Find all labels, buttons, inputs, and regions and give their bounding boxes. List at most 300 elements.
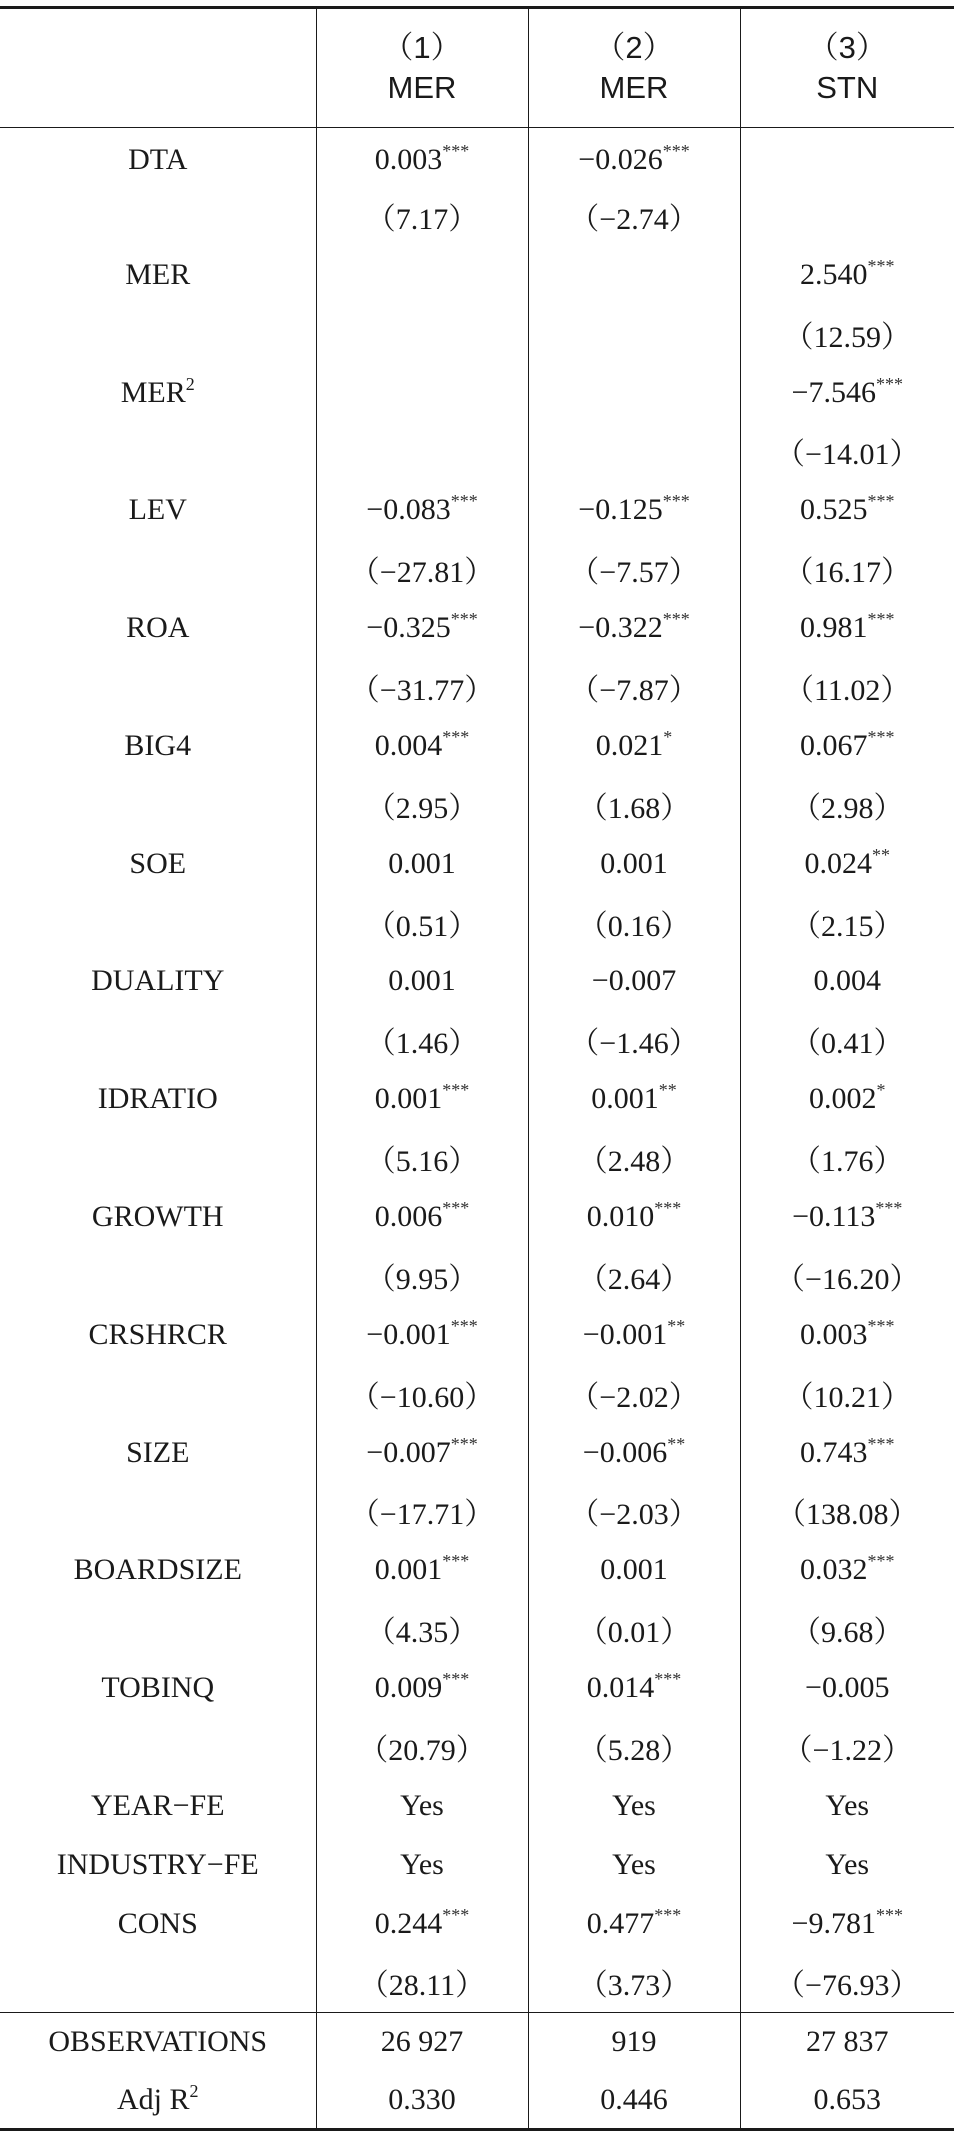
cell-value: 0.001 xyxy=(600,846,668,880)
value-cell xyxy=(528,1600,740,1659)
cell-value: （0.51） xyxy=(365,909,479,943)
value-cell xyxy=(740,658,954,717)
value-cell xyxy=(740,1541,954,1600)
value-cell xyxy=(528,658,740,717)
value-cell xyxy=(316,1541,528,1600)
value-cell xyxy=(528,1011,740,1070)
cell-value: −0.006 xyxy=(582,1435,668,1469)
value-cell xyxy=(740,599,954,658)
cell-value: 0.006 xyxy=(374,1199,443,1233)
t-stat-row xyxy=(0,893,954,952)
value-cell xyxy=(740,540,954,599)
variable-label: BOARDSIZE xyxy=(73,1553,242,1587)
value-cell xyxy=(316,1776,528,1835)
variable-label: DTA xyxy=(128,143,188,177)
t-stat-row xyxy=(0,1600,954,1659)
header-column-1 xyxy=(316,8,528,128)
significance-stars: *** xyxy=(450,1315,478,1336)
cell-value: Yes xyxy=(400,1788,444,1822)
value-cell xyxy=(316,599,528,658)
value-cell xyxy=(740,1953,954,2012)
variable-label: MER xyxy=(125,257,191,291)
header-column-2 xyxy=(528,8,740,128)
variable-label: CRSHRCR xyxy=(88,1317,227,1351)
table-row xyxy=(0,1305,954,1364)
significance-stars: ** xyxy=(667,1315,686,1336)
dependent-variable: STN xyxy=(816,70,879,105)
cell-value: 0.024 xyxy=(804,846,872,880)
variable-label-cell xyxy=(0,1894,316,1953)
value-cell xyxy=(316,716,528,775)
table-row xyxy=(0,1835,954,1894)
value-cell xyxy=(528,540,740,599)
value-cell xyxy=(316,422,528,481)
table-row xyxy=(0,363,954,422)
t-stat-row xyxy=(0,1364,954,1423)
table-row xyxy=(0,245,954,304)
significance-stars: ** xyxy=(872,844,890,865)
variable-label: INDUSTRY−FE xyxy=(56,1847,259,1881)
variable-label: YEAR−FE xyxy=(90,1788,225,1822)
value-cell xyxy=(316,1659,528,1718)
cell-value: 0.032 xyxy=(800,1553,868,1587)
value-cell xyxy=(528,1070,740,1129)
cell-value: （2.98） xyxy=(791,791,904,825)
table-row xyxy=(0,1070,954,1129)
cell-value: 0.001 xyxy=(591,1082,659,1116)
cell-value: 0.525 xyxy=(800,493,868,527)
value-cell xyxy=(316,1482,528,1541)
cell-value: （4.35） xyxy=(365,1616,479,1650)
value-cell xyxy=(528,834,740,893)
t-stat-row xyxy=(0,1482,954,1541)
cell-value: （1.46） xyxy=(365,1027,479,1061)
value-cell xyxy=(528,1246,740,1305)
value-cell xyxy=(528,952,740,1011)
value-cell xyxy=(528,2012,740,2071)
variable-label-cell xyxy=(0,422,316,481)
value-cell xyxy=(740,1423,954,1482)
cell-value: 0.001 xyxy=(600,1553,668,1587)
variable-label: ROA xyxy=(126,611,190,645)
value-cell xyxy=(528,1718,740,1777)
value-cell xyxy=(740,422,954,481)
value-cell xyxy=(528,775,740,834)
value-cell xyxy=(740,481,954,540)
variable-label-cell xyxy=(0,2012,316,2071)
variable-label-cell xyxy=(0,481,316,540)
regression-results-table xyxy=(0,6,954,2131)
table-row xyxy=(0,716,954,775)
significance-stars: ** xyxy=(658,1080,677,1101)
t-stat-row xyxy=(0,1011,954,1070)
cell-value: 27 837 xyxy=(806,2024,889,2058)
variable-label-cell xyxy=(0,834,316,893)
variable-label: LEV xyxy=(128,493,187,527)
variable-label: TOBINQ xyxy=(101,1671,215,1705)
cell-value: （7.17） xyxy=(365,202,479,236)
cell-value: 0.653 xyxy=(813,2082,881,2116)
value-cell xyxy=(316,1835,528,1894)
variable-label-cell xyxy=(0,1305,316,1364)
significance-stars: *** xyxy=(875,1904,903,1925)
table-row xyxy=(0,1188,954,1247)
cell-value: −7.546 xyxy=(791,375,876,409)
significance-stars: ** xyxy=(667,1433,686,1454)
variable-label-cell xyxy=(0,952,316,1011)
significance-stars: *** xyxy=(867,726,895,747)
value-cell xyxy=(316,658,528,717)
cell-value: （−14.01） xyxy=(775,438,920,472)
cell-value: −0.007 xyxy=(366,1435,451,1469)
value-cell xyxy=(316,1188,528,1247)
value-cell xyxy=(316,1423,528,1482)
value-cell xyxy=(316,1600,528,1659)
value-cell xyxy=(740,245,954,304)
t-stat-row xyxy=(0,658,954,717)
cell-value: Yes xyxy=(825,1788,870,1822)
cell-value: 0.009 xyxy=(374,1671,443,1705)
variable-label: CONS xyxy=(117,1906,198,1940)
t-stat-row xyxy=(0,775,954,834)
cell-value: （12.59） xyxy=(783,320,911,354)
cell-value: −0.001 xyxy=(366,1317,451,1351)
value-cell xyxy=(740,834,954,893)
cell-value: 919 xyxy=(611,2024,657,2058)
value-cell xyxy=(528,422,740,481)
value-cell xyxy=(316,540,528,599)
cell-value: −9.781 xyxy=(791,1906,876,1940)
value-cell xyxy=(740,1482,954,1541)
label-superscript: 2 xyxy=(189,2080,199,2101)
t-stat-row xyxy=(0,540,954,599)
variable-label-cell xyxy=(0,1718,316,1777)
header-variable-cell xyxy=(0,8,316,128)
value-cell xyxy=(528,1423,740,1482)
value-cell xyxy=(528,1776,740,1835)
cell-value: （−2.03） xyxy=(569,1498,699,1532)
dependent-variable: MER xyxy=(387,70,457,105)
variable-label: GROWTH xyxy=(91,1199,224,1233)
value-cell xyxy=(316,893,528,952)
value-cell xyxy=(316,1953,528,2012)
variable-label-cell xyxy=(0,599,316,658)
cell-value: （28.11） xyxy=(358,1969,486,2003)
significance-stars: *** xyxy=(867,1551,895,1572)
cell-value: （0.01） xyxy=(577,1616,691,1650)
cell-value: （5.28） xyxy=(577,1733,691,1767)
variable-label-cell xyxy=(0,1659,316,1718)
variable-label-cell xyxy=(0,304,316,363)
cell-value: （−17.71） xyxy=(349,1498,495,1532)
cell-value: （−31.77） xyxy=(349,673,495,707)
cell-value: （−27.81） xyxy=(349,556,495,590)
value-cell xyxy=(528,1129,740,1188)
value-cell xyxy=(740,1188,954,1247)
cell-value: 0.001 xyxy=(374,1553,443,1587)
t-stat-row xyxy=(0,422,954,481)
variable-label: SOE xyxy=(129,846,187,880)
value-cell xyxy=(740,1659,954,1718)
variable-label-cell xyxy=(0,775,316,834)
value-cell xyxy=(740,1129,954,1188)
value-cell xyxy=(316,2071,528,2130)
variable-label-cell xyxy=(0,540,316,599)
significance-stars: * xyxy=(663,726,673,747)
cell-value: 0.743 xyxy=(800,1435,868,1469)
cell-value: （−2.02） xyxy=(569,1380,699,1414)
cell-value: （1.76） xyxy=(791,1145,904,1179)
significance-stars: * xyxy=(876,1080,886,1101)
value-cell xyxy=(528,599,740,658)
table-body xyxy=(0,128,954,2130)
variable-label-cell xyxy=(0,716,316,775)
value-cell xyxy=(528,1482,740,1541)
value-cell xyxy=(316,952,528,1011)
variable-label-cell xyxy=(0,363,316,422)
table-row xyxy=(0,481,954,540)
cell-value: （9.95） xyxy=(365,1262,479,1296)
variable-label-cell xyxy=(0,1246,316,1305)
significance-stars: *** xyxy=(442,726,470,747)
variable-label-cell xyxy=(0,1364,316,1423)
cell-value: 26 927 xyxy=(380,2024,464,2058)
value-cell xyxy=(740,1364,954,1423)
cell-value: 0.477 xyxy=(586,1906,655,1940)
table-row xyxy=(0,1541,954,1600)
significance-stars: *** xyxy=(450,1433,478,1454)
cell-value: 0.330 xyxy=(388,2082,456,2116)
significance-stars: *** xyxy=(442,1551,470,1572)
table-row xyxy=(0,834,954,893)
value-cell xyxy=(528,893,740,952)
value-cell xyxy=(316,1364,528,1423)
cell-value: （10.21） xyxy=(783,1380,911,1414)
cell-value: 0.001 xyxy=(388,846,456,880)
variable-label: SIZE xyxy=(126,1435,190,1469)
variable-label: OBSERVATIONS xyxy=(48,2024,268,2058)
value-cell xyxy=(316,775,528,834)
value-cell xyxy=(316,834,528,893)
value-cell xyxy=(740,1600,954,1659)
cell-value: 0.003 xyxy=(800,1317,868,1351)
significance-stars: *** xyxy=(442,141,470,162)
cell-value: （−2.74） xyxy=(569,202,699,236)
cell-value: 0.981 xyxy=(800,611,868,645)
value-cell xyxy=(740,1246,954,1305)
significance-stars: *** xyxy=(662,141,690,162)
cell-value: （3.73） xyxy=(577,1969,691,2003)
cell-value: Yes xyxy=(400,1847,444,1881)
value-cell xyxy=(528,1659,740,1718)
table-row xyxy=(0,1894,954,1953)
significance-stars: *** xyxy=(654,1904,682,1925)
cell-value: −0.113 xyxy=(792,1199,876,1233)
cell-value: 0.001 xyxy=(388,964,456,998)
value-cell xyxy=(528,245,740,304)
value-cell xyxy=(740,128,954,187)
significance-stars: *** xyxy=(875,1197,903,1218)
t-stat-row xyxy=(0,1953,954,2012)
t-stat-row xyxy=(0,1129,954,1188)
variable-label-cell xyxy=(0,245,316,304)
significance-stars: *** xyxy=(867,609,895,630)
t-stat-row xyxy=(0,1718,954,1777)
value-cell xyxy=(528,481,740,540)
variable-label-cell xyxy=(0,1423,316,1482)
cell-value: 0.014 xyxy=(586,1671,655,1705)
value-cell xyxy=(740,1718,954,1777)
column-number: （2） xyxy=(594,30,674,65)
cell-value: −0.005 xyxy=(805,1671,890,1705)
cell-value: 0.244 xyxy=(374,1906,443,1940)
cell-value: （−1.46） xyxy=(569,1027,699,1061)
variable-label: DUALITY xyxy=(91,964,225,998)
cell-value: （2.48） xyxy=(577,1145,691,1179)
value-cell xyxy=(740,2012,954,2071)
cell-value: Yes xyxy=(612,1788,656,1822)
significance-stars: *** xyxy=(654,1197,682,1218)
value-cell xyxy=(740,1894,954,1953)
value-cell xyxy=(316,128,528,187)
table-row xyxy=(0,599,954,658)
significance-stars: *** xyxy=(442,1080,470,1101)
cell-value: 0.446 xyxy=(600,2082,668,2116)
significance-stars: *** xyxy=(442,1904,470,1925)
value-cell xyxy=(740,1011,954,1070)
significance-stars: *** xyxy=(654,1669,682,1690)
significance-stars: *** xyxy=(442,1197,470,1218)
value-cell xyxy=(528,1364,740,1423)
value-cell xyxy=(528,1953,740,2012)
variable-label-cell xyxy=(0,1600,316,1659)
value-cell xyxy=(740,1835,954,1894)
cell-value: （1.68） xyxy=(577,791,691,825)
variable-label-cell xyxy=(0,1835,316,1894)
header-column-3 xyxy=(740,8,954,128)
value-cell xyxy=(316,1246,528,1305)
cell-value: 2.540 xyxy=(800,257,868,291)
cell-value: 0.004 xyxy=(374,728,443,762)
significance-stars: *** xyxy=(867,255,895,276)
significance-stars: *** xyxy=(875,373,903,394)
cell-value: Yes xyxy=(825,1847,870,1881)
value-cell xyxy=(740,1070,954,1129)
header-row xyxy=(0,8,954,128)
cell-value: （20.79） xyxy=(358,1733,486,1767)
variable-label-cell xyxy=(0,893,316,952)
value-cell xyxy=(740,1776,954,1835)
value-cell xyxy=(740,716,954,775)
value-cell xyxy=(316,1070,528,1129)
value-cell xyxy=(316,363,528,422)
value-cell xyxy=(316,2012,528,2071)
cell-value: 0.004 xyxy=(813,964,881,998)
value-cell xyxy=(316,1011,528,1070)
table-row xyxy=(0,952,954,1011)
value-cell xyxy=(528,304,740,363)
cell-value: （2.64） xyxy=(577,1262,691,1296)
cell-value: −0.125 xyxy=(578,493,663,527)
variable-label-cell xyxy=(0,658,316,717)
value-cell xyxy=(740,952,954,1011)
value-cell xyxy=(528,1894,740,1953)
value-cell xyxy=(528,128,740,187)
value-cell xyxy=(528,2071,740,2130)
variable-label-cell xyxy=(0,1070,316,1129)
label-superscript: 2 xyxy=(185,373,195,394)
cell-value: （138.08） xyxy=(776,1498,919,1532)
variable-label-cell xyxy=(0,186,316,245)
variable-label-cell xyxy=(0,1482,316,1541)
significance-stars: *** xyxy=(662,491,690,512)
cell-value: 0.021 xyxy=(595,728,664,762)
table-row xyxy=(0,1659,954,1718)
table-row xyxy=(0,1423,954,1482)
cell-value: （11.02） xyxy=(784,673,911,707)
value-cell xyxy=(740,775,954,834)
significance-stars: *** xyxy=(867,491,895,512)
cell-value: （−16.20） xyxy=(775,1262,920,1296)
value-cell xyxy=(740,186,954,245)
cell-value: （2.15） xyxy=(791,909,904,943)
significance-stars: *** xyxy=(450,609,478,630)
value-cell xyxy=(528,363,740,422)
value-cell xyxy=(316,1894,528,1953)
value-cell xyxy=(528,1188,740,1247)
cell-value: （16.17） xyxy=(783,556,911,590)
value-cell xyxy=(316,186,528,245)
cell-value: （−76.93） xyxy=(775,1969,920,2003)
value-cell xyxy=(316,304,528,363)
variable-label-cell xyxy=(0,1541,316,1600)
cell-value: （−1.22） xyxy=(782,1733,912,1767)
table-row xyxy=(0,2012,954,2071)
variable-label-cell xyxy=(0,1188,316,1247)
variable-label-cell xyxy=(0,2071,316,2130)
value-cell xyxy=(316,481,528,540)
variable-label: BIG4 xyxy=(124,728,192,762)
cell-value: 0.003 xyxy=(374,143,443,177)
column-number: （1） xyxy=(382,30,462,65)
cell-value: 0.010 xyxy=(586,1199,655,1233)
value-cell xyxy=(528,1835,740,1894)
cell-value: 0.067 xyxy=(800,728,868,762)
significance-stars: *** xyxy=(867,1433,895,1454)
variable-label: IDRATIO xyxy=(97,1082,218,1116)
variable-label: MER xyxy=(120,375,186,409)
value-cell xyxy=(740,893,954,952)
cell-value: 0.002 xyxy=(809,1082,877,1116)
significance-stars: *** xyxy=(450,491,478,512)
value-cell xyxy=(528,1305,740,1364)
value-cell xyxy=(528,716,740,775)
t-stat-row xyxy=(0,186,954,245)
cell-value: （2.95） xyxy=(365,791,479,825)
cell-value: −0.325 xyxy=(366,611,451,645)
variable-label: Adj R xyxy=(116,2082,190,2116)
significance-stars: *** xyxy=(867,1315,895,1336)
variable-label-cell xyxy=(0,128,316,187)
value-cell xyxy=(740,363,954,422)
cell-value: （0.41） xyxy=(791,1027,904,1061)
significance-stars: *** xyxy=(662,609,690,630)
cell-value: −0.083 xyxy=(366,493,451,527)
table-row xyxy=(0,2071,954,2130)
value-cell xyxy=(316,245,528,304)
significance-stars: *** xyxy=(442,1669,470,1690)
cell-value: （−7.57） xyxy=(569,556,699,590)
